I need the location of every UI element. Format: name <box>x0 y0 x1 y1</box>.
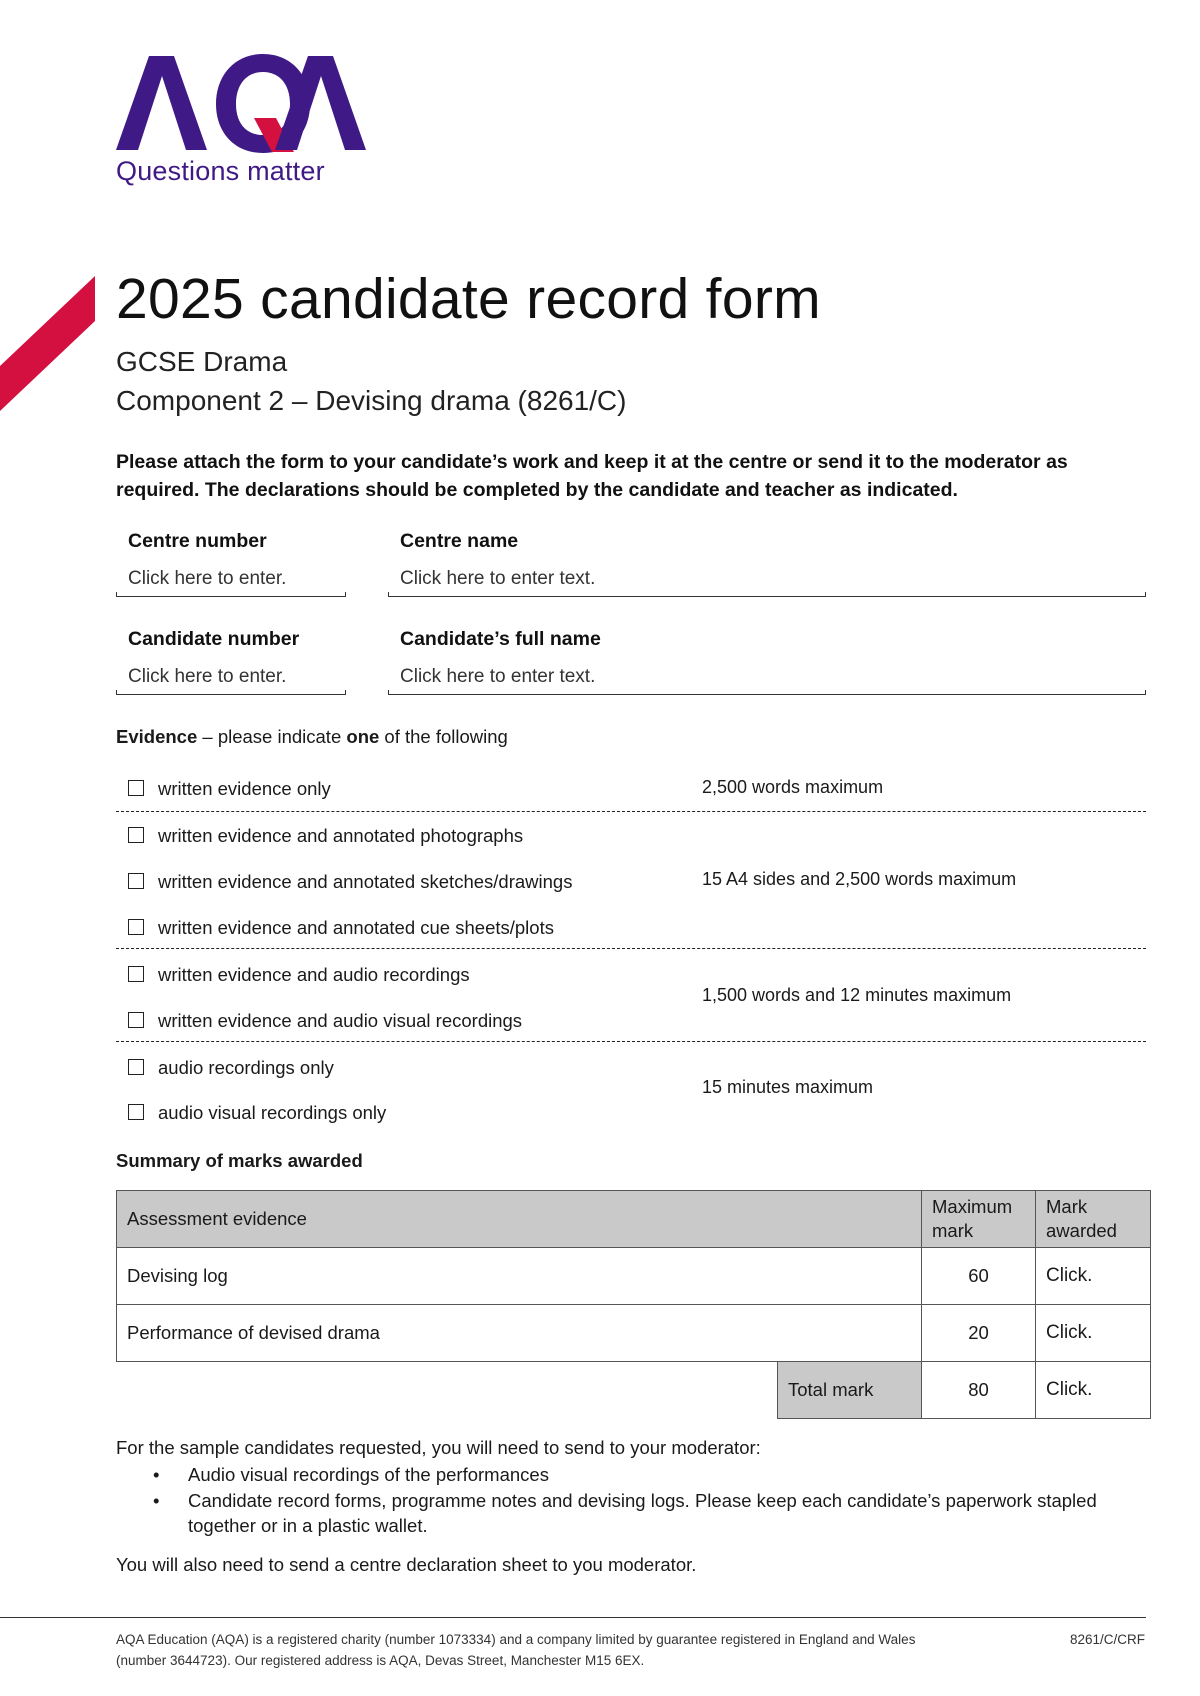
table-row-max: 60 <box>921 1247 1036 1305</box>
evidence-checkbox[interactable] <box>128 919 144 935</box>
evidence-option-label: written evidence only <box>158 778 331 799</box>
candidate-number-label: Candidate number <box>128 628 300 650</box>
evidence-option-label: written evidence and audio visual recordings <box>158 1010 523 1031</box>
candidate-number-field[interactable]: Click here to enter. <box>128 666 287 687</box>
candidate-number-underline <box>116 694 346 695</box>
centre-number-field[interactable]: Click here to enter. <box>128 568 287 589</box>
notes-bullet: • Audio visual recordings of the performances <box>153 1464 549 1485</box>
footer-code: 8261/C/CRF <box>1070 1632 1146 1647</box>
centre-number-underline <box>116 596 346 597</box>
dashed-divider <box>116 811 1146 812</box>
table-header-max: Maximum mark <box>921 1190 1036 1248</box>
table-row-label: Performance of devised drama <box>116 1304 922 1362</box>
evidence-checkbox[interactable] <box>128 1059 144 1075</box>
evidence-limit: 1,500 words and 12 minutes maximum <box>702 985 1012 1005</box>
notes-intro: For the sample candidates requested, you will need to send to your moderator: <box>116 1437 761 1458</box>
evidence-limit: 15 A4 sides and 2,500 words maximum <box>702 869 1017 889</box>
table-row-label: Devising log <box>116 1247 922 1305</box>
evidence-option-label: written evidence and annotated sketches/drawings <box>158 871 573 892</box>
instructions-text: Please attach the form to your candidate’s work and keep it at the centre or send it to the moderator as required. The declarations should be completed by the candidate and teacher as indicated. <box>116 451 1068 501</box>
table-header-evidence: Assessment evidence <box>116 1190 922 1248</box>
evidence-limit: 15 minutes maximum <box>702 1077 874 1097</box>
total-mark-awarded-field[interactable]: Click. <box>1035 1361 1151 1419</box>
mark-awarded-field[interactable]: Click. <box>1035 1304 1151 1362</box>
logo-tagline: Questions matter <box>116 156 325 186</box>
evidence-option-label: written evidence and annotated cue sheets/plots <box>158 917 554 938</box>
total-mark-label: Total mark <box>777 1361 922 1419</box>
centre-name-field[interactable]: Click here to enter text. <box>400 568 596 589</box>
centre-name-label: Centre name <box>400 530 519 552</box>
notes-closing: You will also need to send a centre declaration sheet to you moderator. <box>116 1554 697 1575</box>
evidence-limit: 2,500 words maximum <box>702 777 884 797</box>
mark-awarded-field[interactable]: Click. <box>1035 1247 1151 1305</box>
evidence-checkbox[interactable] <box>128 827 144 843</box>
decorative-stripe <box>0 276 95 411</box>
footer-rule <box>0 1617 1146 1618</box>
candidate-name-field[interactable]: Click here to enter text. <box>400 666 596 687</box>
dashed-divider <box>116 1041 1146 1042</box>
evidence-heading: Evidence – please indicate one of the following <box>116 726 508 747</box>
candidate-name-underline <box>388 694 1146 695</box>
dashed-divider <box>116 948 1146 949</box>
evidence-option-label: written evidence and audio recordings <box>158 964 470 985</box>
evidence-checkbox[interactable] <box>128 780 144 796</box>
summary-heading: Summary of marks awarded <box>116 1150 363 1171</box>
table-header-awarded: Mark awarded <box>1035 1190 1151 1248</box>
evidence-checkbox[interactable] <box>128 1104 144 1120</box>
page-title: 2025 candidate record form <box>116 267 821 331</box>
total-mark-max: 80 <box>921 1361 1036 1419</box>
evidence-option-label: written evidence and annotated photographs <box>158 825 524 846</box>
evidence-option-label: audio visual recordings only <box>158 1102 387 1123</box>
component-title: Component 2 – Devising drama (8261/C) <box>116 385 627 416</box>
evidence-option-label: audio recordings only <box>158 1057 334 1078</box>
centre-name-underline <box>388 596 1146 597</box>
notes-bullet: • Candidate record forms, programme notes and devising logs. Please keep each candidate’s paperwork stapled together or in a plastic wallet. <box>153 1490 1097 1536</box>
aqa-logo <box>116 52 366 202</box>
centre-number-label: Centre number <box>128 530 267 552</box>
candidate-name-label: Candidate’s full name <box>400 628 601 650</box>
evidence-checkbox[interactable] <box>128 1012 144 1028</box>
evidence-checkbox[interactable] <box>128 873 144 889</box>
aqa-logo-mark <box>116 52 366 156</box>
footer-legal: AQA Education (AQA) is a registered charity (number 1073334) and a company limited by guarantee registered in England and Wales (number 3644723). Our registered address is AQA, Devas Street, Manchester M15 6EX. <box>116 1632 916 1668</box>
evidence-checkbox[interactable] <box>128 966 144 982</box>
table-row-max: 20 <box>921 1304 1036 1362</box>
subject-title: GCSE Drama <box>116 346 288 377</box>
